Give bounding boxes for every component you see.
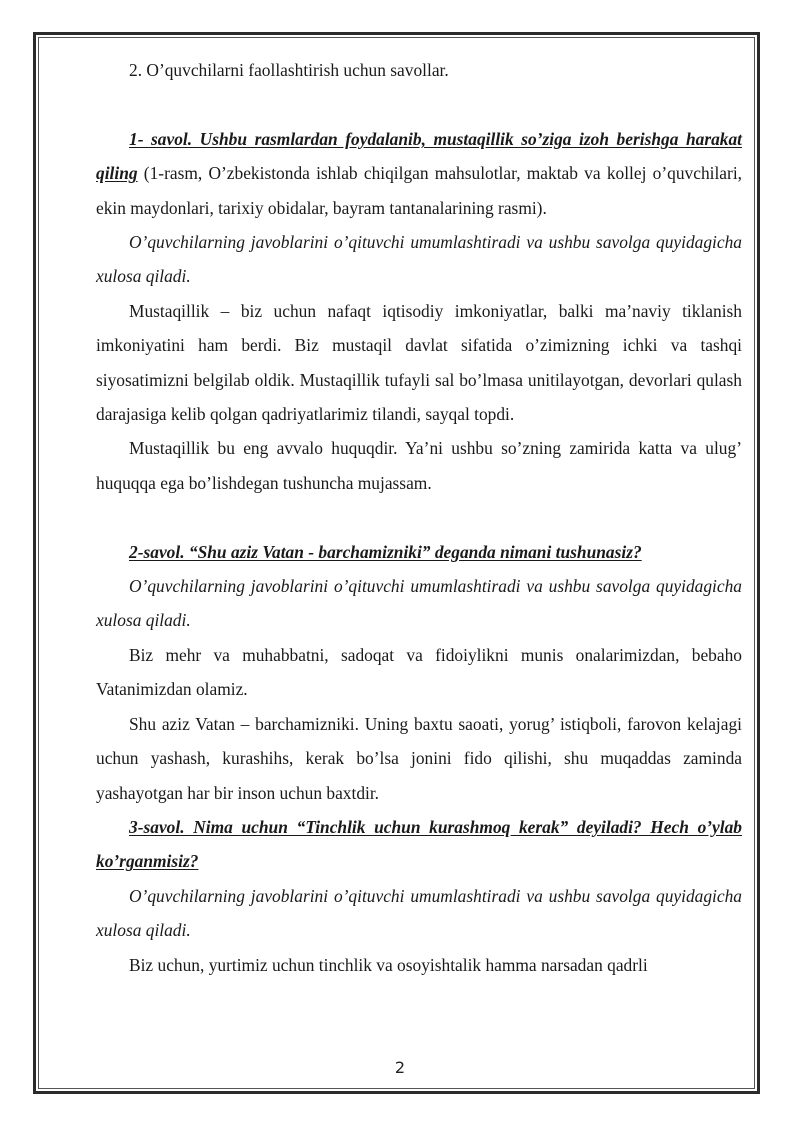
page-number: 2 <box>394 1058 406 1077</box>
answer-1-paragraph-2: Mustaqillik bu eng avvalo huquqdir. Ya’ni ushbu so’zning zamirida katta va ulug’ huquqqa ega bo’lishdegan tushuncha mujassam. <box>96 438 742 493</box>
section-heading: 2. O’quvchilarni faollashtirish uchun savollar. <box>129 60 449 80</box>
spacer <box>96 500 742 534</box>
spacer <box>96 87 742 121</box>
question-1-detail: (1-rasm, O’zbekistonda ishlab chiqilgan mahsulotlar, maktab va kollej o’quvchilari, ekin maydonlari, tarixiy obidalar, bayram tantanalarining rasmi). <box>96 163 742 218</box>
question-2 <box>96 535 742 569</box>
answer-2-paragraph-1: Biz mehr va muhabbatni, sadoqat va fidoiylikni munis onalarimizdan, bebaho Vatanimizdan olamiz. <box>96 644 742 700</box>
question-3-title: 3-savol. Nima uchun “Tinchlik uchun kurashmoq kerak” deyiladi? Hech o’ylab ko’rganmisiz? <box>96 816 742 872</box>
question-1 <box>96 122 742 225</box>
answer-2-paragraph-2: Shu aziz Vatan – barchamizniki. Uning baxtu saoati, yorug’ istiqboli, farovon kelajagi uchun yashash, kurashihs, kerak bo’lsa jonini fido qilishi, shu muqaddas zaminda yashayotgan har bir inson uchun baxtdir. <box>96 713 742 803</box>
document-body <box>96 53 742 982</box>
question-2-summary: O’quvchilarning javoblarini o’qituvchi umumlashtiradi va ushbu savolga quyidagicha xulosa qiladi. <box>96 576 742 631</box>
answer-3-paragraph-1: Biz uchun, yurtimiz uchun tinchlik va osoyishtalik hamma narsadan qadrli <box>129 954 648 975</box>
answer-1-paragraph-1: Mustaqillik – biz uchun nafaqt iqtisodiy imkoniyatlar, balki ma’naviy tiklanish imkoniyatini ham berdi. Biz mustaqil davlat sifatida o’zimizning ichki va tashqi siyosatimizni belgilab oldik. Mustaqillik tufayli sal bo’lmasa unitilayotgan, devorlari qulash darajasiga kelib qolgan qadriyatlarimiz tilandi, sayqal topdi. <box>96 300 742 425</box>
question-1-summary: O’quvchilarning javoblarini o’qituvchi umumlashtiradi va ushbu savolga quyidagicha xulosa qiladi. <box>96 232 742 287</box>
question-2-title: 2-savol. “Shu aziz Vatan - barchamizniki” deganda nimani tushunasiz? <box>129 541 642 562</box>
question-1-title: 1- savol. Ushbu rasmlardan foydalanib, mustaqillik so’ziga izoh berishga harakat qiling <box>96 128 742 184</box>
question-3 <box>96 810 742 879</box>
question-3-summary: O’quvchilarning javoblarini o’qituvchi umumlashtiradi va ushbu savolga quyidagicha xulosa qiladi. <box>96 885 742 941</box>
